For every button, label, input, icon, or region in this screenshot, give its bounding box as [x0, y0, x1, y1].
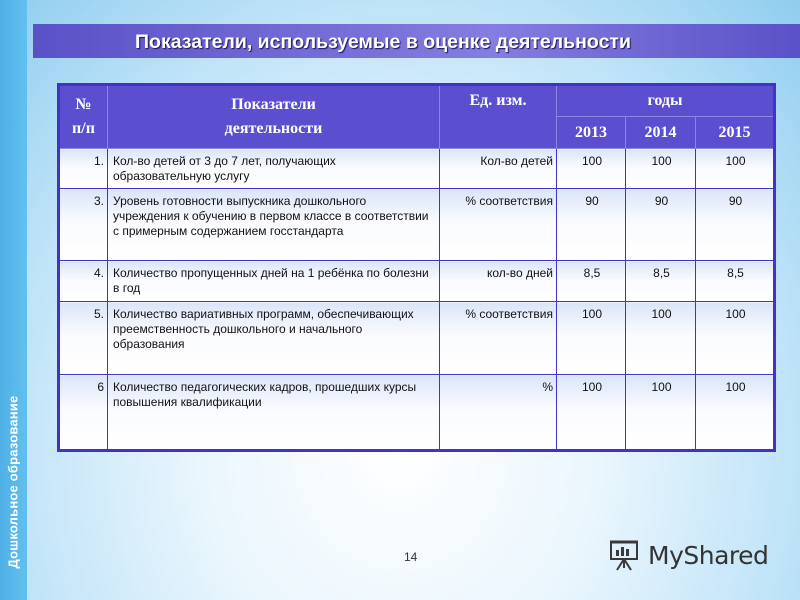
header-indicator	[108, 85, 440, 149]
row-value-2014: 100	[626, 302, 696, 375]
row-indicator: Уровень готовности выпускника дошкольного учреждения к обучению в первом классе в соответствии с примерным содержанием госстандарта	[108, 189, 440, 261]
row-value-2014: 100	[626, 149, 696, 189]
row-num: 4.	[59, 261, 108, 302]
table-row	[59, 302, 775, 375]
presentation-board-icon	[608, 537, 644, 573]
row-value-2013: 100	[557, 375, 626, 451]
row-value-2015: 100	[696, 302, 775, 375]
row-indicator: Кол-во детей от 3 до 7 лет, получающих образовательную услугу	[108, 149, 440, 189]
row-value-2014: 100	[626, 375, 696, 451]
row-value-2015: 100	[696, 375, 775, 451]
row-value-2013: 100	[557, 149, 626, 189]
sidebar-strip	[0, 0, 27, 600]
header-unit	[440, 85, 557, 149]
header-years: годы	[557, 85, 775, 117]
header-year-2014: 2014	[626, 117, 696, 149]
row-num: 1.	[59, 149, 108, 189]
row-num: 3.	[59, 189, 108, 261]
row-indicator: Количество пропущенных дней на 1 ребёнка по болезни в год	[108, 261, 440, 302]
table-row	[59, 149, 775, 189]
page-number: 14	[404, 550, 418, 564]
header-year-2013: 2013	[557, 117, 626, 149]
header-num-line2: п/п	[72, 120, 95, 137]
header-num-line1: №	[75, 96, 92, 113]
header-indicator-line1: Показатели	[231, 96, 316, 113]
row-value-2015: 90	[696, 189, 775, 261]
row-unit: % соответствия	[440, 302, 557, 375]
row-unit: Кол-во детей	[440, 149, 557, 189]
row-unit: % соответствия	[440, 189, 557, 261]
header-indicator-line2: деятельности	[224, 120, 323, 137]
row-value-2015: 8,5	[696, 261, 775, 302]
row-indicator: Количество вариативных программ, обеспечивающих преемственность дошкольного и начального образования	[108, 302, 440, 375]
header-year-2015: 2015	[696, 117, 775, 149]
header-num	[59, 85, 108, 149]
myshared-logo	[608, 537, 768, 573]
indicators-table	[57, 83, 776, 452]
sidebar-label: Дошкольное образование	[5, 395, 21, 569]
row-num: 5.	[59, 302, 108, 375]
table-row	[59, 261, 775, 302]
row-unit: %	[440, 375, 557, 451]
row-indicator: Количество педагогических кадров, прошедших курсы повышения квалификации	[108, 375, 440, 451]
page-title: Показатели, используемые в оценке деятельности	[135, 31, 631, 53]
table-row	[59, 375, 775, 451]
logo-text: MyShared	[648, 541, 769, 570]
row-value-2013: 90	[557, 189, 626, 261]
header-unit-label: Ед. изм.	[469, 92, 527, 109]
row-value-2014: 8,5	[626, 261, 696, 302]
row-value-2014: 90	[626, 189, 696, 261]
row-value-2013: 100	[557, 302, 626, 375]
row-unit: кол-во дней	[440, 261, 557, 302]
row-num: 6	[59, 375, 108, 451]
table-row	[59, 189, 775, 261]
row-value-2013: 8,5	[557, 261, 626, 302]
row-value-2015: 100	[696, 149, 775, 189]
